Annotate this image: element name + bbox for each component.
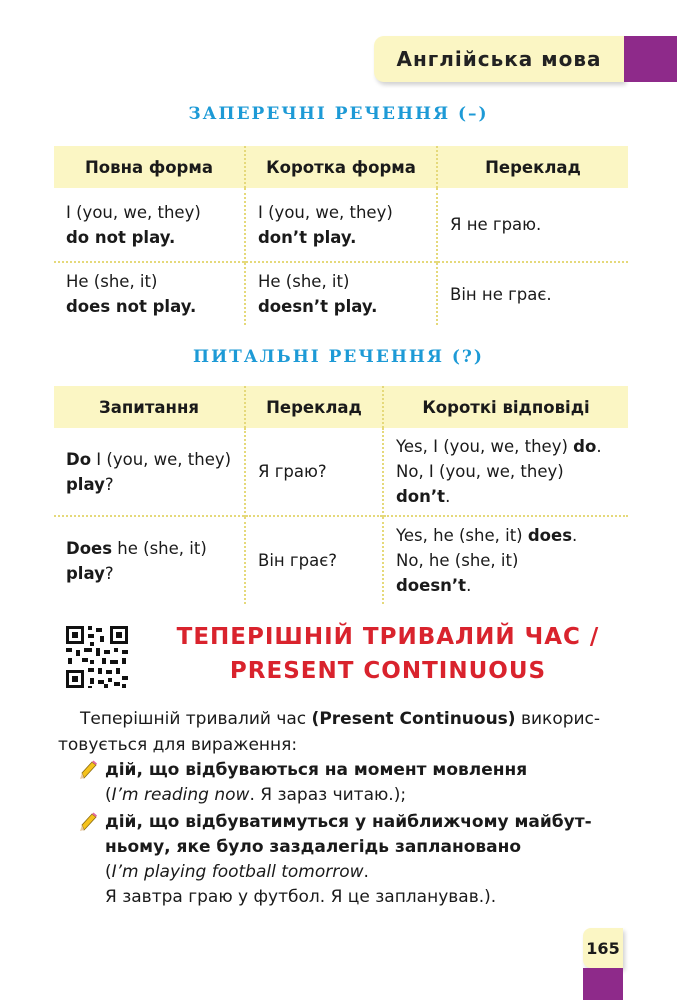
title-line: ТЕПЕРІШНІЙ ТРИВАЛИЙ ЧАС / [176, 624, 600, 650]
cell-bold: don’t play. [258, 227, 357, 247]
pencil-icon [80, 760, 98, 780]
cell-bold: doesn’t [396, 576, 467, 595]
cell-bold: does [527, 526, 573, 545]
intro-text: товується для вираження: [58, 735, 298, 755]
cell-bold: don’t [396, 487, 446, 506]
col-header: Повна форма [54, 146, 245, 188]
intro-term: (Present Continuous) [311, 709, 516, 729]
punct: . [596, 437, 602, 456]
intro-text: Теперішній тривалий час [80, 709, 312, 729]
table-cell [54, 428, 245, 516]
cell-bold: doesn’t play. [258, 297, 378, 316]
cell-text: No, he (she, it) [396, 551, 519, 570]
cell-text: No, I (you, we, they) [396, 462, 564, 481]
col-header: Запитання [54, 386, 245, 428]
col-header: Переклад [245, 386, 383, 428]
col-header: Переклад [437, 146, 628, 188]
cell-bold: do not play. [66, 227, 176, 247]
cell-bold: does not play. [66, 297, 197, 316]
negative-section-title: ЗАПЕРЕЧНІ РЕЧЕННЯ (–) [188, 104, 489, 124]
title-line: PRESENT CONTINUOUS [229, 658, 547, 684]
present-continuous-title [128, 620, 648, 688]
table-cell: Я граю? [245, 428, 383, 516]
main-verb: play [66, 563, 105, 583]
pencil-icon [80, 812, 98, 832]
header-color-bar [624, 36, 677, 82]
cell-text: He (she, it) [66, 272, 158, 291]
table-row [54, 188, 628, 262]
negative-table [54, 146, 628, 325]
punct: . [572, 526, 578, 545]
cell-text: He (she, it) [258, 272, 350, 291]
table-cell [383, 516, 628, 604]
example-english: I’m reading now [111, 785, 250, 805]
cell-text: I (you, we, they) [91, 449, 232, 469]
col-header: Коротка форма [245, 146, 437, 188]
punct: ( [105, 785, 112, 805]
bullet-example [105, 860, 650, 885]
table-header-row [54, 146, 628, 188]
table-cell [245, 188, 437, 262]
table-row [54, 516, 628, 604]
punct: . [445, 487, 451, 506]
bullet-lead: ньому, яке було заздалегідь заплановано [105, 837, 522, 857]
cell-text: I (you, we, they) [258, 202, 393, 222]
punct: ? [104, 474, 114, 494]
example-english: I’m playing football tomorrow [111, 862, 364, 882]
table-cell [54, 188, 245, 262]
list-item [80, 810, 650, 910]
subject-header [374, 36, 624, 82]
table-cell [383, 428, 628, 516]
col-header: Короткі відповіді [383, 386, 628, 428]
aux-verb: Do [66, 449, 92, 469]
punct: ? [104, 563, 114, 583]
table-row [54, 428, 628, 516]
cell-bold: do [573, 437, 597, 456]
table-cell [245, 262, 437, 325]
bullet-example [105, 783, 650, 808]
list-item [80, 758, 650, 808]
example-translation: Я завтра граю у футбол. Я це запланував.). [105, 887, 497, 907]
table-cell [54, 516, 245, 604]
question-table [54, 386, 628, 604]
cell-text: Yes, he (she, it) [396, 526, 528, 545]
table-cell [54, 262, 245, 325]
table-header-row [54, 386, 628, 428]
page-color-bar [583, 968, 623, 1000]
punct: . [466, 576, 472, 595]
example-translation: . Я зараз читаю.); [249, 785, 407, 805]
cell-text: he (she, it) [112, 538, 207, 558]
main-verb: play [66, 474, 105, 494]
table-cell: Я не граю. [437, 188, 628, 262]
subject-title: Англійська мова [396, 47, 602, 71]
intro-text: викорис- [515, 709, 601, 729]
punct: . [363, 862, 369, 882]
bullet-lead: дій, що відбуватимуться у найближчому майбут- [105, 812, 592, 832]
page-number-text: 165 [586, 938, 620, 958]
bullet-lead: дій, що відбуваються на момент мовлення [105, 760, 528, 780]
question-section-title: ПИТАЛЬНІ РЕЧЕННЯ (?) [193, 347, 484, 367]
cell-text: I (you, we, they) [66, 202, 201, 222]
table-cell: Він грає? [245, 516, 383, 604]
page-number [583, 928, 623, 968]
cell-text: Yes, I (you, we, they) [396, 437, 574, 456]
qr-code-icon[interactable] [64, 624, 130, 690]
intro-paragraph [58, 706, 640, 758]
punct: ( [105, 862, 112, 882]
table-cell: Він не грає. [437, 262, 628, 325]
aux-verb: Does [66, 538, 113, 558]
table-row [54, 262, 628, 325]
